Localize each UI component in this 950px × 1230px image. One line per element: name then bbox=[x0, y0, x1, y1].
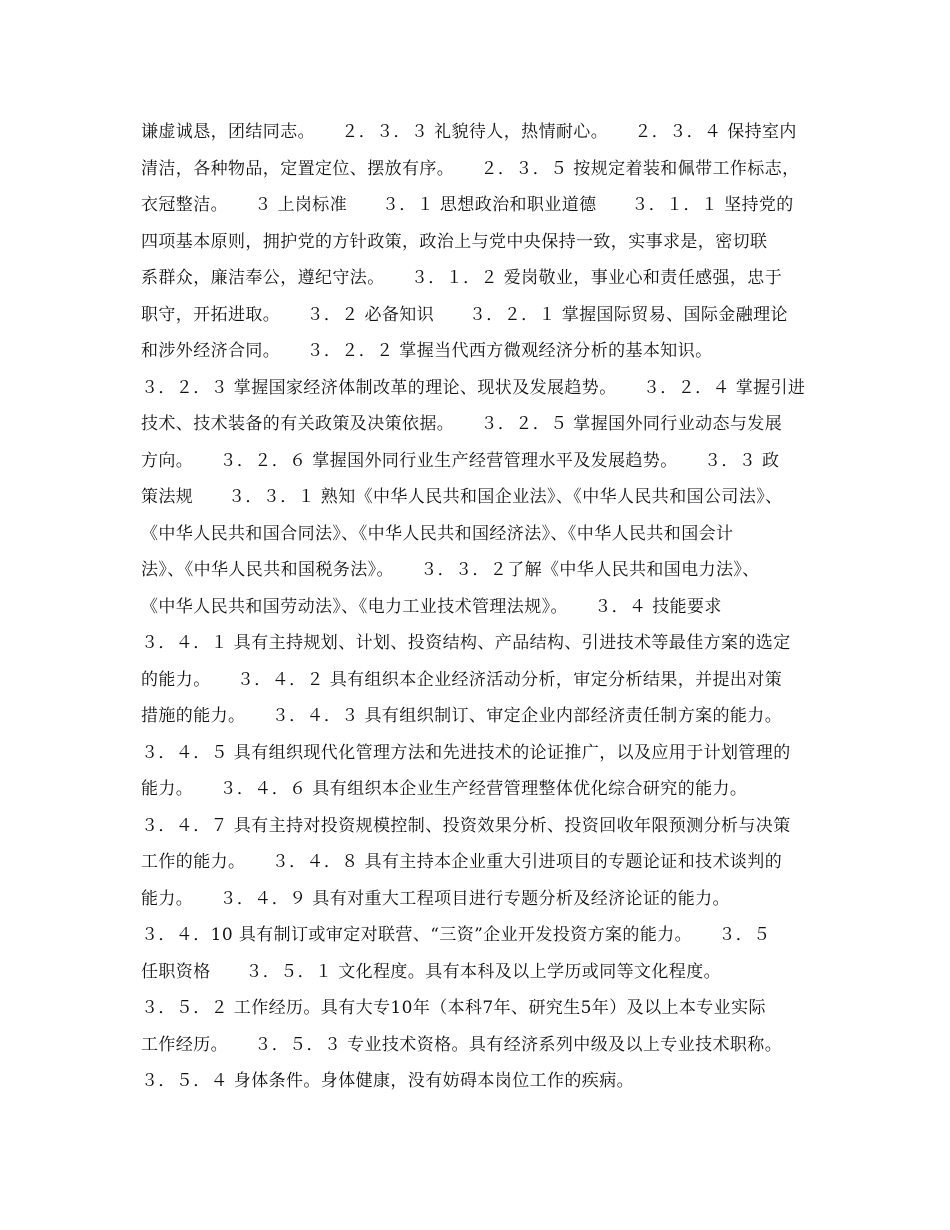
text-line: ３．４．７ 具有主持对投资规模控制、投资效果分析、投资回收年限预测分析与决策 bbox=[141, 815, 791, 836]
text-line: 技术、技术装备的有关政策及决策依据。 ３．２．５ 掌握国外同行业动态与发展 bbox=[141, 414, 783, 434]
text-line: 系群众，廉洁奉公，遵纪守法。 ３．１．２ 爱岗敬业，事业心和责任感强，忠于 bbox=[141, 268, 783, 288]
text-line: 职守，开拓进取。 ３．２ 必备知识 ３．２．１ 掌握国际贸易、国际金融理论 bbox=[141, 304, 788, 325]
text-line: ３．５．２ 工作经历。具有大专10年（本科7年、研究生5年）及以上本专业实际 bbox=[141, 998, 766, 1018]
text-line: 工作经历。 ３．５．３ 专业技术资格。具有经济系列中级及以上专业技术职称。 bbox=[141, 1034, 783, 1055]
text-line: 的能力。 ３．４．２ 具有组织本企业经济活动分析，审定分析结果，并提出对策 bbox=[141, 669, 783, 690]
document-body bbox=[141, 114, 821, 1100]
text-line: 措施的能力。 ３．４．３ 具有组织制订、审定企业内部经济责任制方案的能力。 bbox=[141, 706, 783, 726]
text-line: 清洁，各种物品，定置定位、摆放有序。 ２．３．５ 按规定着装和佩带工作标志， bbox=[141, 158, 800, 179]
text-line: ３．２．３ 掌握国家经济体制改革的理论、现状及发展趋势。 ３．２．４ 掌握引进 bbox=[141, 377, 806, 398]
text-line: ３．４．１ 具有主持规划、计划、投资结构、产品结构、引进技术等最佳方案的选定 bbox=[141, 633, 791, 653]
text-line: 《中华人民共和国合同法》、《中华人民共和国经济法》、《中华人民共和国会计 bbox=[141, 523, 734, 544]
text-line: 《中华人民共和国劳动法》、《电力工业技术管理法规》。 ３．４ 技能要求 bbox=[141, 596, 722, 617]
text-line: 衣冠整洁。 ３ 上岗标准 ３．１ 思想政治和职业道德 ３．１．１ 坚持党的 bbox=[141, 195, 794, 215]
text-line: 策法规 ３．３．１ 熟知《中华人民共和国企业法》、《中华人民共和国公司法》、 bbox=[141, 487, 783, 507]
text-line: 法》、《中华人民共和国税务法》。 ３．３．２了解《中华人民共和国电力法》、 bbox=[141, 560, 760, 580]
text-line: 能力。 ３．４．６ 具有组织本企业生产经营管理整体优化综合研究的能力。 bbox=[141, 779, 748, 799]
text-line: ３．５．４ 身体条件。身体健康，没有妨碍本岗位工作的疾病。 bbox=[141, 1071, 635, 1091]
text-line: 四项基本原则，拥护党的方针政策，政治上与党中央保持一致，实事求是，密切联 bbox=[141, 231, 768, 252]
text-line: 方向。 ３．２．６ 掌握国外同行业生产经营管理水平及发展趋势。 ３．３ 政 bbox=[141, 450, 780, 471]
text-line: 任职资格 ３．５．１ 文化程度。具有本科及以上学历或同等文化程度。 bbox=[141, 961, 722, 982]
text-line: ３．４．10 具有制订或审定对联营、“三资”企业开发投资方案的能力。 ３．５ bbox=[141, 925, 771, 945]
text-line: ３．４．５ 具有组织现代化管理方法和先进技术的论证推广，以及应用于计划管理的 bbox=[141, 742, 791, 763]
text-line: 和涉外经济合同。 ３．２．２ 掌握当代西方微观经济分析的基本知识。 bbox=[141, 341, 713, 361]
text-line: 谦虚诚恳，团结同志。 ２．３．３ 礼貌待人，热情耐心。 ２．３．４ 保持室内 bbox=[141, 122, 797, 142]
text-line: 工作的能力。 ３．４．８ 具有主持本企业重大引进项目的专题论证和技术谈判的 bbox=[141, 852, 783, 872]
text-line: 能力。 ３．４．９ 具有对重大工程项目进行专题分析及经济论证的能力。 bbox=[141, 888, 730, 909]
